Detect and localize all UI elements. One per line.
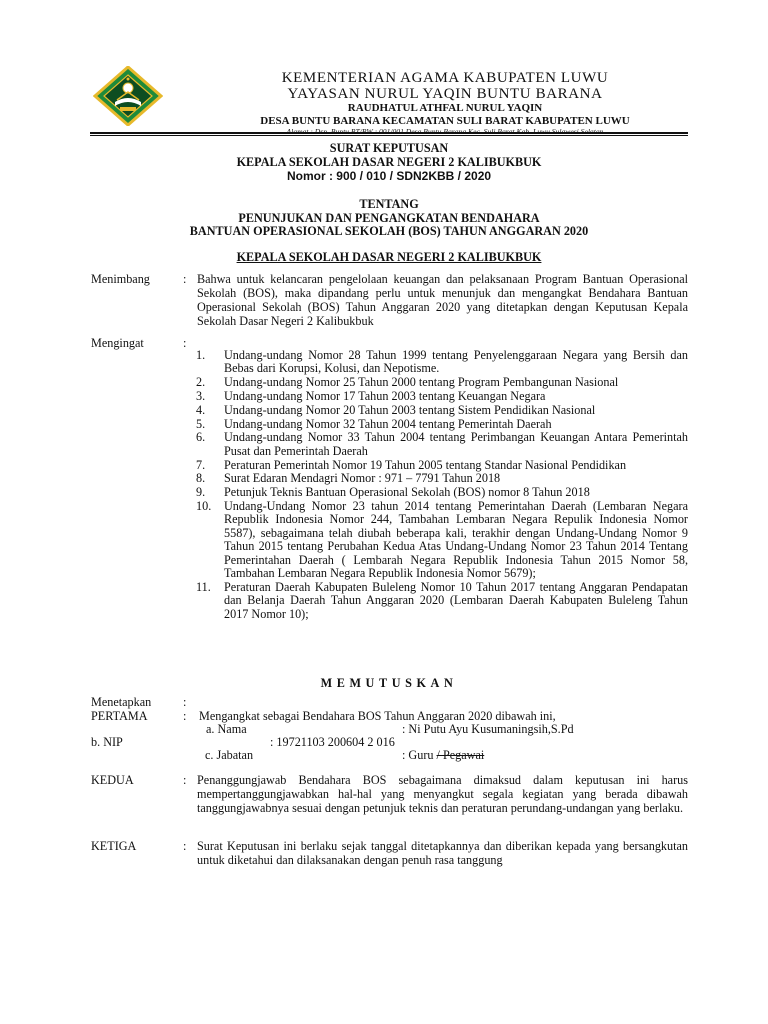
list-item (196, 472, 688, 485)
list-item-text: Undang-undang Nomor 20 Tahun 2003 tentang Sistem Pendidikan Nasional (224, 402, 596, 417)
letterhead-address: Alamat : Dsn. Buntu RT/RW : 001/001 Desa Buntu Barana Kec. Suli Barat Kab. Luwu Sulawesi Selatan (286, 127, 604, 136)
ketiga-label: KETIGA (91, 839, 137, 853)
mengingat-list (196, 349, 688, 621)
pertama-text: Mengangkat sebagai Bendahara BOS Tahun Anggaran 2020 dibawah ini, (199, 709, 556, 723)
list-item-text: Undang-undang Nomor 33 Tahun 2004 tentang Perimbangan Keuangan Antara Pemerintah Pusat dan Pemerintah Daerah (224, 430, 688, 458)
subject-line-1: PENUNJUKAN DAN PENGANGKATAN BENDAHARA (238, 211, 540, 225)
list-item (196, 431, 688, 458)
menimbang-text: Bahwa untuk kelancaran pengelolaan keuangan dan pelaksanaan Program Bantuan Operasional Sekolah (BOS), maka dipandang perlu untuk menunjuk dan mengangkat Bendahara Bantuan Operasional Sekolah (BOS) Tahun Anggaran 2020 yang ditetapkan dengan Keputusan Kepala Sekolah Dasar Negeri 2 Kalibukbuk (197, 272, 688, 328)
ketiga-colon: : (183, 839, 187, 853)
letterhead-village: DESA BUNTU BARANA KECAMATAN SULI BARAT KABUPATEN LUWU (260, 115, 630, 127)
list-item-number: 5. (196, 416, 206, 431)
list-item-number: 10. (196, 498, 212, 513)
list-item-text: Peraturan Pemerintah Nomor 19 Tahun 2005 tentang Standar Nasional Pendidikan (224, 457, 627, 472)
decree-number: Nomor : 900 / 010 / SDN2KBB / 2020 (286, 169, 492, 183)
nama-value: : Ni Putu Ayu Kusumaningsih,S.Pd (402, 722, 574, 736)
menetapkan-colon: : (183, 695, 187, 709)
pertama-colon: : (183, 709, 187, 723)
issuer-heading: KEPALA SEKOLAH DASAR NEGERI 2 KALIBUKBUK (236, 250, 542, 264)
jabatan-label: c. Jabatan (205, 748, 254, 762)
letterhead-thick-rule (90, 132, 688, 134)
menimbang-colon: : (183, 272, 187, 286)
list-item (196, 500, 688, 580)
kedua-label: KEDUA (91, 773, 134, 787)
list-item (196, 418, 688, 431)
letterhead-foundation: YAYASAN NURUL YAQIN BUNTU BARANA (287, 86, 603, 102)
list-item (196, 376, 688, 389)
kemenag-emblem-icon (93, 66, 163, 126)
list-item-text: Undang-undang Nomor 32 Tahun 2004 tentang Pemerintah Daerah (224, 416, 552, 431)
pertama-label: PERTAMA (91, 709, 148, 723)
mengingat-colon: : (183, 336, 187, 350)
nama-label: a. Nama (206, 722, 247, 736)
list-item-number: 6. (196, 430, 206, 445)
letterhead-thin-rule (90, 135, 688, 136)
list-item (196, 404, 688, 417)
decree-title: SURAT KEPUTUSAN (329, 141, 449, 155)
memutuskan-heading: MEMUTUSKAN (320, 676, 458, 690)
subject-heading: TENTANG (359, 197, 419, 211)
list-item-number: 2. (196, 375, 206, 390)
ketiga-text: Surat Keputusan ini berlaku sejak tanggal ditetapkannya dan diberikan kepada yang bersangkutan untuk diketahui dan dilaksanakan dengan penuh rasa tanggung (197, 839, 688, 867)
jabatan-value-text: : Guru (402, 748, 437, 762)
list-item-number: 11. (196, 579, 211, 594)
menimbang-label: Menimbang (91, 272, 150, 286)
nip-label: b. NIP (91, 735, 123, 749)
list-item (196, 390, 688, 403)
list-item-number: 1. (196, 348, 206, 362)
jabatan-value (402, 748, 484, 762)
kedua-colon: : (183, 773, 187, 787)
list-item-text: Petunjuk Teknis Bantuan Operasional Sekolah (BOS) nomor 8 Tahun 2018 (224, 485, 590, 500)
list-item (196, 486, 688, 499)
list-item-number: 9. (196, 485, 206, 500)
letterhead-ministry: KEMENTERIAN AGAMA KABUPATEN LUWU (281, 70, 609, 86)
list-item-number: 8. (196, 471, 206, 486)
list-item (196, 459, 688, 472)
list-item-number: 3. (196, 389, 206, 403)
list-item-number: 4. (196, 402, 206, 417)
list-item-text: Peraturan Daerah Kabupaten Buleleng Nomor 10 Tahun 2017 tentang Anggaran Pendapatan dan Belanja Daerah Tahun Anggaran 2020 (Lembaran Daerah Kabupaten Buleleng Tahun 2017 Nomor 10); (224, 579, 688, 621)
list-item (196, 349, 688, 376)
list-item (196, 581, 688, 621)
nip-value: : 19721103 200604 2 016 (270, 735, 395, 749)
list-item-text: Surat Edaran Mendagri Nomor : 971 – 7791 Tahun 2018 (224, 471, 501, 486)
list-item-text: Undang-undang Nomor 17 Tahun 2003 tentang Keuangan Negara (224, 389, 546, 403)
letterhead (175, 70, 715, 137)
jabatan-struck-text: / Pegawai (436, 748, 485, 762)
list-item-number: 7. (196, 457, 206, 472)
kedua-text: Penanggungjawab Bendahara BOS sebagaimana dimaksud dalam keputusan ini harus mempertanggungjawabkan hal-hal yang menyangkut segala kegiatan yang berada dibawah tanggungjawabnya sesuai dengan petunjuk teknis dan peraturan perundang-undangan yang berlaku. (197, 773, 688, 815)
list-item-text: Undang-undang Nomor 25 Tahun 2000 tentang Program Pembangunan Nasional (224, 375, 619, 390)
mengingat-label: Mengingat (91, 336, 144, 350)
letterhead-school: RAUDHATUL ATHFAL NURUL YAQIN (347, 102, 543, 114)
list-item-text: Undang-undang Nomor 28 Tahun 1999 tentang Penyelenggaraan Negara yang Bersih dan Bebas dari Korupsi, Kolusi, dan Nepotisme. (224, 348, 688, 376)
subject-line-2: BANTUAN OPERASIONAL SEKOLAH (BOS) TAHUN ANGGARAN 2020 (189, 224, 589, 238)
decree-issuer-title: KEPALA SEKOLAH DASAR NEGERI 2 KALIBUKBUK (236, 155, 542, 169)
list-item-text: Undang-Undang Nomor 23 tahun 2014 tentang Pemerintahan Daerah (Lembaran Negara Republik Indonesia Nomor 244, Tambahan Lembaran Negara Repulik Indonesia Nomor 5587), sebagaimana telah diubah beberapa kali, terakhir dengan Undang-Undang Nomor 9 Tahun 2015 tentang Perubahan Kedua Atas Undang-Undang Nomor 23 Tahun 2014 Tentang Pemerintahan Daerah ( Lembarah Negara Republik Indonesia Tahun 2015 Nomor 58, Tambahan Lembaran Negara Republik Indonesia Nomor 5679); (224, 498, 688, 581)
menetapkan-label: Menetapkan (91, 695, 152, 709)
